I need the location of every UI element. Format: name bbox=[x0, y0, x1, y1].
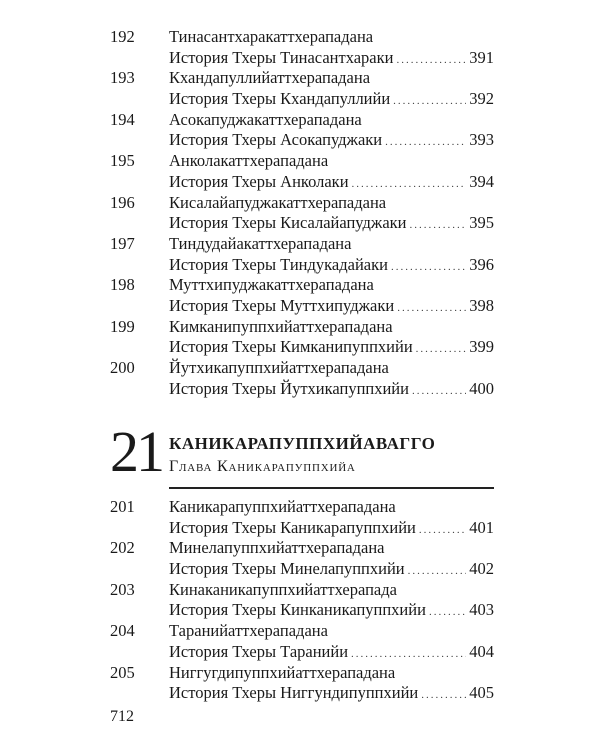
entry-subtitle-line bbox=[169, 683, 494, 706]
entry-number: 202 bbox=[110, 538, 135, 558]
chapter-subtitle: Глава Каникарапуппхийа bbox=[169, 458, 356, 475]
leader-dots bbox=[419, 520, 466, 541]
entry-page: 392 bbox=[469, 89, 494, 109]
leader-dots bbox=[421, 685, 466, 706]
entry-page: 395 bbox=[469, 213, 494, 233]
leader-dots bbox=[396, 50, 466, 71]
entry-title: Тинасантхаракаттхерападана bbox=[169, 27, 374, 46]
entry-subtitle: История Тхеры Минелапуппхийи bbox=[169, 559, 405, 579]
chapter-divider bbox=[169, 487, 494, 489]
entry-subtitle: История Тхеры Кхандапуллийи bbox=[169, 89, 391, 109]
entry-title: Каникарапуппхийаттхерападана bbox=[169, 497, 396, 516]
entry-subtitle: История Тхеры Кинканикапуппхийи bbox=[169, 600, 426, 620]
entry-subtitle: История Тхеры Каникарапуппхийи bbox=[169, 517, 416, 537]
entry-number: 198 bbox=[110, 275, 135, 295]
entry-title: Кисалайапуджакаттхерападана bbox=[169, 192, 387, 212]
entry-page: 394 bbox=[469, 171, 494, 191]
leader-dots bbox=[393, 91, 466, 112]
entry-number: 204 bbox=[110, 621, 135, 641]
entry-subtitle-line bbox=[169, 559, 494, 582]
entry-title: Йутхикапуппхийаттхерападана bbox=[169, 358, 389, 378]
entry-title: Тиндудайакаттхерападана bbox=[169, 233, 352, 253]
chapter-title: КАНИКАРАПУППХИЙАВАГГО bbox=[169, 434, 436, 453]
toc-entry bbox=[110, 538, 494, 579]
entry-subtitle: История Тхеры Кимканипуппхийи bbox=[169, 337, 413, 357]
entry-title: Кинаканикапуппхийаттхерапада bbox=[169, 579, 397, 599]
chapter-number: 21 bbox=[110, 419, 162, 484]
toc-entry bbox=[110, 358, 494, 399]
leader-dots bbox=[410, 215, 467, 236]
leader-dots bbox=[397, 298, 466, 319]
entry-page: 393 bbox=[469, 130, 494, 150]
toc-entry bbox=[110, 68, 494, 109]
entry-title: Муттхипуджакаттхерападана bbox=[169, 275, 374, 295]
toc-entry bbox=[110, 234, 494, 275]
entry-number: 193 bbox=[110, 68, 135, 88]
entry-subtitle: История Тхеры Таранийи bbox=[169, 641, 349, 661]
toc-entry bbox=[110, 580, 494, 621]
entry-number: 200 bbox=[110, 358, 135, 378]
entry-subtitle: История Тхеры Тиндукадайаки bbox=[169, 254, 388, 274]
entry-title: Кимканипуппхийаттхерападана bbox=[169, 316, 393, 336]
entry-subtitle: История Тхеры Анколаки bbox=[169, 171, 349, 191]
entry-page: 405 bbox=[469, 683, 494, 703]
entry-page: 399 bbox=[469, 337, 494, 357]
entry-subtitle: История Тхеры Асокапуджаки bbox=[169, 130, 383, 150]
entry-subtitle-line bbox=[169, 296, 494, 319]
entry-subtitle-line bbox=[169, 337, 494, 360]
leader-dots bbox=[391, 257, 466, 278]
toc-entry bbox=[110, 275, 494, 316]
toc-entry bbox=[110, 27, 494, 68]
toc-entry bbox=[110, 663, 494, 704]
entry-subtitle-line bbox=[169, 255, 494, 278]
entry-subtitle: История Тхеры Йутхикапуппхийи bbox=[169, 378, 409, 398]
entry-number: 196 bbox=[110, 192, 135, 212]
entry-page: 398 bbox=[469, 296, 494, 316]
entry-subtitle: История Тхеры Ниггундипуппхийи bbox=[169, 683, 419, 703]
toc-entry bbox=[110, 110, 494, 151]
leader-dots bbox=[416, 339, 467, 360]
entry-page: 400 bbox=[469, 378, 494, 398]
entry-page: 396 bbox=[469, 254, 494, 274]
entry-number: 192 bbox=[110, 27, 135, 46]
entry-title: Минелапуппхийаттхерападана bbox=[169, 538, 385, 558]
leader-dots bbox=[429, 602, 466, 623]
entry-title: Анколакаттхерападана bbox=[169, 151, 329, 171]
entry-subtitle: История Тхеры Тинасантхараки bbox=[169, 47, 394, 67]
entry-number: 195 bbox=[110, 151, 135, 171]
entry-subtitle-line bbox=[169, 642, 494, 665]
entry-page: 404 bbox=[469, 641, 494, 661]
entry-number: 199 bbox=[110, 316, 135, 336]
entry-number: 201 bbox=[110, 497, 135, 516]
toc-entry bbox=[110, 621, 494, 662]
leader-dots bbox=[412, 381, 466, 402]
toc-list-chapter-21 bbox=[110, 497, 494, 704]
toc-list-chapter-20 bbox=[110, 27, 494, 400]
leader-dots bbox=[351, 644, 466, 665]
toc-entry bbox=[110, 317, 494, 358]
entry-title: Кхандапуллийаттхерападана bbox=[169, 68, 371, 88]
entry-subtitle: История Тхеры Кисалайапуджаки bbox=[169, 213, 407, 233]
entry-page: 401 bbox=[469, 517, 494, 537]
page-number: 712 bbox=[110, 708, 134, 725]
leader-dots bbox=[385, 132, 466, 153]
entry-title: Асокапуджакаттхерападана bbox=[169, 109, 362, 129]
entry-number: 205 bbox=[110, 662, 135, 682]
entry-subtitle-line bbox=[169, 213, 494, 236]
entry-title: Ниггугдипуппхийаттхерападана bbox=[169, 662, 396, 682]
entry-page: 402 bbox=[469, 559, 494, 579]
entry-subtitle-line bbox=[169, 600, 494, 623]
entry-subtitle-line bbox=[169, 130, 494, 153]
entry-number: 194 bbox=[110, 109, 135, 129]
toc-entry bbox=[110, 193, 494, 234]
entry-subtitle: История Тхеры Муттхипуджаки bbox=[169, 296, 395, 316]
leader-dots bbox=[408, 561, 467, 582]
entry-number: 197 bbox=[110, 233, 135, 253]
entry-title: Таранийаттхерападана bbox=[169, 621, 328, 641]
entry-subtitle-line bbox=[169, 379, 494, 402]
leader-dots bbox=[352, 174, 467, 195]
entry-page: 403 bbox=[469, 600, 494, 620]
entry-page: 391 bbox=[469, 47, 494, 67]
toc-entry bbox=[110, 497, 494, 538]
entry-number: 203 bbox=[110, 579, 135, 599]
entry-subtitle-line bbox=[169, 518, 494, 541]
entry-subtitle-line bbox=[169, 89, 494, 112]
entry-subtitle-line bbox=[169, 172, 494, 195]
entry-subtitle-line bbox=[169, 48, 494, 71]
toc-entry bbox=[110, 151, 494, 192]
